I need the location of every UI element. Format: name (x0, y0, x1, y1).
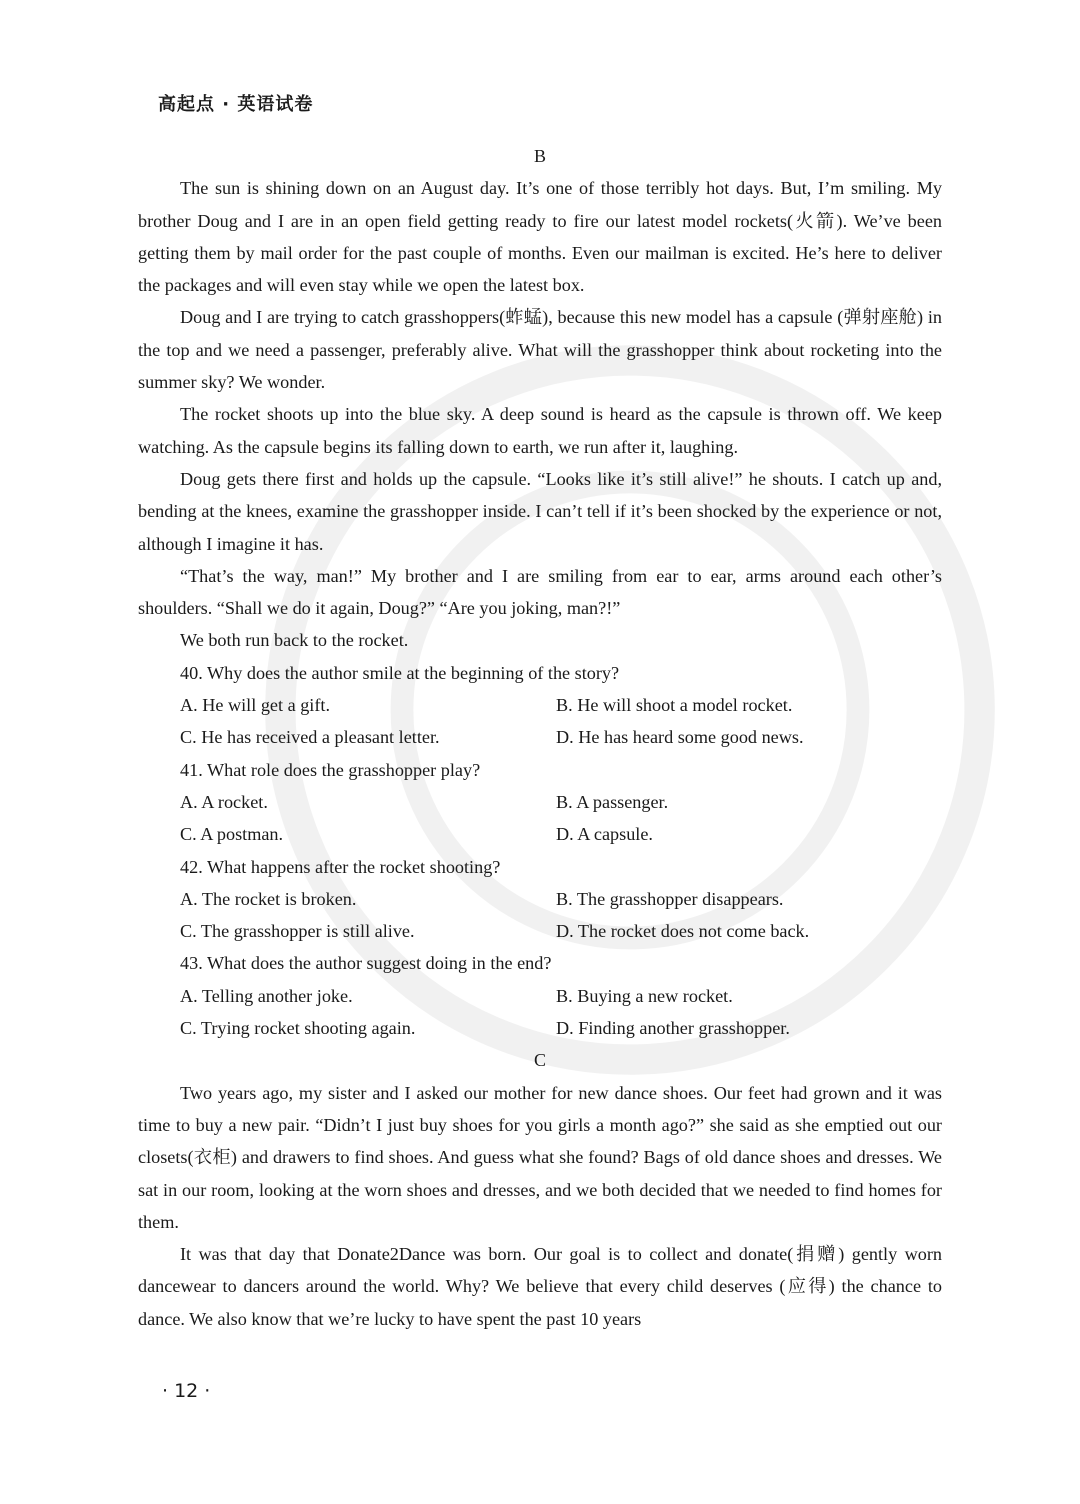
option-a: A. The rocket is broken. (180, 888, 357, 909)
page-number: · 12 · (162, 1380, 211, 1402)
passage-b-paragraph: Doug gets there first and holds up the capsule. “Looks like it’s still alive!” he shouts. I catch up and, bending at the knees, examine the grasshopper inside. I can’t tell if it’s been shocked by the experience or not, although I imagine it has. (138, 468, 942, 554)
option-c: C. A postman. (180, 824, 284, 845)
question-stem: 42. What happens after the rocket shooting? (180, 856, 501, 877)
question-options (138, 689, 942, 754)
option-d: D. The rocket does not come back. (556, 921, 810, 942)
option-b: B. Buying a new rocket. (556, 985, 733, 1006)
passage-b-paragraph: The sun is shining down on an August day. It’s one of those terribly hot days. But, I’m smiling. My brother Doug and I are in an open field getting ready to fire our latest model rockets(火箭). We’ve been getting them by mail order for the past couple of months. Even our mailman is excited. He’s here to deliver the packages and will even stay while we open the latest box. (138, 178, 942, 296)
option-d: D. He has heard some good news. (556, 727, 804, 748)
question-stem: 41. What role does the grasshopper play? (180, 759, 481, 780)
question-options (138, 980, 942, 1045)
option-a: A. He will get a gift. (180, 695, 331, 716)
passage-b-paragraph: The rocket shoots up into the blue sky. A deep sound is heard as the capsule is thrown off. We keep watching. As the capsule begins its falling down to earth, we run after it, laughing. (138, 404, 942, 457)
passage-c-paragraph: Two years ago, my sister and I asked our mother for new dance shoes. Our feet had grown and it was time to buy a new pair. “Didn’t I just buy shoes for you girls a month ago?” she said as she emptied out our closets(衣柜) and drawers to find shoes. And guess what she found? Bags of old dance shoes and dresses. We sat in our room, looking at the worn shoes and dresses, and we both decided that we needed to find homes for them. (138, 1082, 942, 1232)
option-c: C. He has received a pleasant letter. (180, 727, 440, 748)
question-43 (138, 947, 942, 1044)
option-b: B. A passenger. (556, 791, 669, 812)
exam-content (138, 140, 942, 1335)
option-d: D. A capsule. (556, 824, 653, 845)
option-a: A. Telling another joke. (180, 985, 353, 1006)
question-41 (138, 754, 942, 851)
question-40 (138, 657, 942, 754)
option-c: C. Trying rocket shooting again. (180, 1018, 416, 1039)
passage-b-paragraph: “That’s the way, man!” My brother and I are smiling from ear to ear, arms around each other’s shoulders. “Shall we do it again, Doug?” “Are you joking, man?!” (138, 565, 942, 619)
question-stem: 43. What does the author suggest doing in the end? (180, 953, 552, 974)
option-a: A. A rocket. (180, 791, 268, 812)
question-options (138, 786, 942, 851)
question-options (138, 883, 942, 948)
passage-c-paragraph: It was that day that Donate2Dance was born. Our goal is to collect and donate(捐赠) gently worn dancewear to dancers around the world. Why? We believe that every child deserves (应得) the chance to dance. We also know that we’re lucky to have spent the past 10 years (138, 1244, 942, 1329)
question-stem: 40. Why does the author smile at the beginning of the story? (180, 662, 620, 683)
section-c-title: C (533, 1050, 546, 1071)
option-d: D. Finding another grasshopper. (556, 1018, 790, 1039)
option-b: B. He will shoot a model rocket. (556, 695, 793, 716)
option-c: C. The grasshopper is still alive. (180, 921, 415, 942)
question-42 (138, 851, 942, 948)
option-b: B. The grasshopper disappears. (556, 888, 784, 909)
exam-header: 高起点 · 英语试卷 (158, 94, 314, 115)
section-b-title: B (533, 146, 546, 166)
passage-b-paragraph: We both run back to the rocket. (180, 630, 409, 651)
passage-b-paragraph: Doug and I are trying to catch grasshoppers(蚱蜢), because this new model has a capsule (弹射座舱) in the top and we need a passenger, preferably alive. What will the grasshopper think about rocketing into the summer sky? We wonder. (138, 307, 942, 393)
